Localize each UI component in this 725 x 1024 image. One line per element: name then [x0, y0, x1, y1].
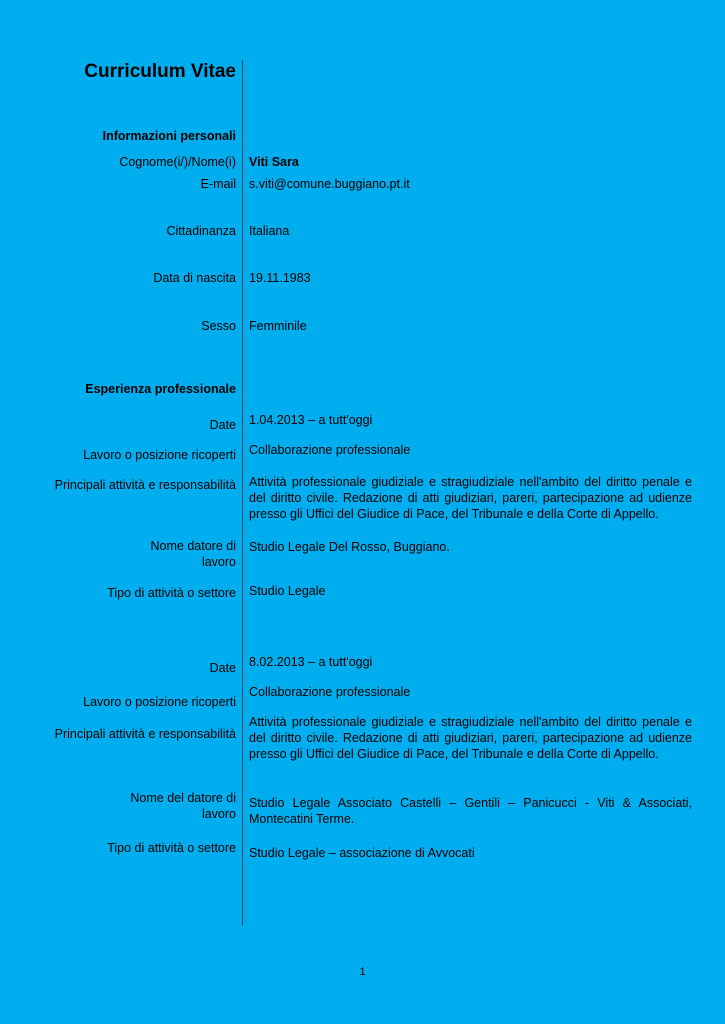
job2-activities-value: Attività professionale giudiziale e stragiudiziale nell'ambito del diritto penale e del diritto civile. Redazione di atti giudiziari, pareri, partecipazione ad udienze presso gli Uffici del Giudice di Pace, del Tribunale e della Corte di Appello.: [249, 715, 692, 761]
job1-sector-value: Studio Legale: [249, 584, 326, 598]
job2-date-label: Date: [209, 661, 236, 675]
job2-date-value: 8.02.2013 – a tutt'oggi: [249, 655, 373, 669]
name-label: Cognome(i/)/Nome(i): [119, 155, 236, 169]
job1-date-label: Date: [209, 418, 236, 432]
job1-activities-value: Attività professionale giudiziale e stragiudiziale nell'ambito del diritto penale e del diritto civile. Redazione di atti giudiziari, pareri, partecipazione ad udienze presso gli Uffici del Giudice di Pace, del Tribunale e della Corte di Appello.: [249, 475, 692, 521]
email-value[interactable]: s.viti@comune.buggiano.pt.it: [249, 177, 410, 191]
column-divider: [242, 60, 243, 926]
job1-employer-value: Studio Legale Del Rosso, Buggiano.: [249, 540, 450, 554]
job1-position-label: Lavoro o posizione ricoperti: [83, 448, 236, 462]
job2-position-label: Lavoro o posizione ricoperti: [83, 695, 236, 709]
sex-value: Femminile: [249, 319, 307, 333]
section-heading-personal: Informazioni personali: [102, 129, 236, 143]
birth-date-label: Data di nascita: [153, 271, 236, 285]
email-label: E-mail: [200, 177, 236, 191]
job1-position-value: Collaborazione professionale: [249, 443, 411, 457]
section-heading-experience: Esperienza professionale: [85, 382, 236, 396]
job2-position-value: Collaborazione professionale: [249, 685, 411, 699]
job2-sector-label: Tipo di attività o settore: [107, 841, 236, 855]
birth-date-value: 19.11.1983: [249, 271, 311, 285]
citizenship-value: Italiana: [249, 224, 290, 238]
job2-employer-label: Nome del datore di lavoro: [130, 791, 236, 821]
job1-activities-label: Principali attività e responsabilità: [54, 478, 236, 492]
page-number: 1: [359, 966, 366, 978]
name-value: Viti Sara: [249, 155, 299, 169]
page-title: Curriculum Vitae: [84, 61, 236, 82]
job2-sector-value: Studio Legale – associazione di Avvocati: [249, 846, 475, 860]
sex-label: Sesso: [201, 319, 236, 333]
job2-employer-value: Studio Legale Associato Castelli – Gentili – Panicucci - Viti & Associati, Montecatini Terme.: [249, 796, 692, 826]
job1-date-value: 1.04.2013 – a tutt'oggi: [249, 413, 373, 427]
job1-sector-label: Tipo di attività o settore: [107, 586, 236, 600]
citizenship-label: Cittadinanza: [166, 224, 236, 238]
job1-employer-label: Nome datore di lavoro: [150, 539, 236, 569]
job2-activities-label: Principali attività e responsabilità: [54, 727, 236, 741]
